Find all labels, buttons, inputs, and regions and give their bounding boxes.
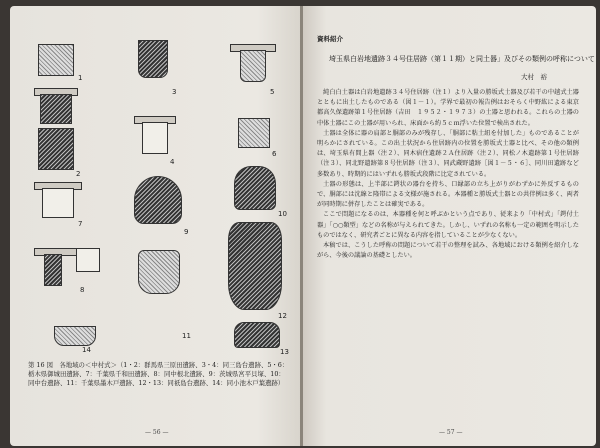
figure-caption: 第 16 図 各地域の＜中村式＞（1・2：群馬県三原田遺跡、3・4：同三島台遺跡、5・6：栃木県御城田遺跡、7：千葉県千和田遺跡、8：同中根北遺跡、9：茨城県宮平貝塚、10：同中台遺跡、11：千葉県墨木戸遺跡、12・13：同祇島台遺跡、14：同小池木戸葉遺跡）	[28, 361, 289, 388]
figure-number: 3	[172, 88, 177, 96]
page-number: — 57 —	[439, 429, 463, 436]
figure-number: 12	[278, 312, 287, 320]
left-page	[10, 6, 301, 446]
pottery-drawing	[142, 122, 168, 154]
pottery-drawing	[238, 118, 270, 148]
right-page	[303, 6, 596, 446]
section-label: 資料紹介	[317, 35, 343, 43]
pottery-drawing	[42, 188, 74, 218]
article-body	[317, 88, 579, 261]
figure-number: 6	[272, 150, 277, 158]
pottery-drawing	[138, 250, 180, 294]
figure-number: 5	[270, 88, 275, 96]
figure-number: 7	[78, 220, 83, 228]
pottery-drawing	[38, 44, 74, 76]
pottery-drawing	[134, 176, 182, 224]
figure-number: 4	[170, 158, 175, 166]
figure-number: 13	[280, 348, 289, 356]
body-paragraph: 土器の形態は、上半部に鍔状の器台を持ち、口縁部の立ち上がりがわずかに外反するもので、胴部には沈線と隆帯による文様が施される。本器種と勝坂式土器との共伴例は多く、両者が同時期に併存したことは確実である。	[317, 180, 579, 209]
figure-number: 1	[78, 74, 83, 82]
pottery-drawing	[138, 40, 168, 78]
page-number: — 56 —	[145, 429, 169, 436]
body-paragraph: ここで問題になるのは、本器種を何と呼ぶかという点であり、従来より「中村式」「鍔付土器」「○○類型」などの名称が与えられてきた。しかし、いずれの名称も一定の範囲を明示したものではなく、研究者ごとに異なる内容を指していることが少なくない。	[317, 211, 579, 239]
pottery-drawing	[40, 94, 72, 124]
author-name: 大村 裕	[521, 73, 547, 81]
figure-number: 2	[76, 170, 81, 178]
pottery-drawing	[54, 326, 96, 346]
pottery-drawing	[38, 128, 74, 170]
figure-number: 14	[82, 346, 91, 354]
pottery-drawing	[44, 254, 62, 286]
pottery-drawing	[228, 222, 282, 310]
figure-number: 9	[184, 228, 189, 236]
pottery-drawing	[240, 50, 266, 82]
figure-number: 11	[182, 332, 191, 340]
figure-number: 8	[80, 286, 85, 294]
body-paragraph: 純白白土器は白岩地遺跡３４号住居跡（注１）より入量の勝坂式土器及び若干の中越式土器とともに出土したものである（図１－１）。学界で最初の報告例はおそらく中野紘による東京都高久保遺跡第１号住居跡（吉田 １９５２・１９７３）の土器と思われる。これらの土器の中体土器にこの土器が用いられ、床面から約５ｃｍ浮いた位置で検出された。	[317, 89, 579, 127]
pottery-drawing	[76, 248, 100, 272]
pottery-drawing	[234, 322, 280, 348]
body-paragraph: 本稿では、こうした呼称の問題について若干の整理を試み、各地域における類例を紹介しながら、今後の議論の基礎としたい。	[317, 242, 579, 260]
book-spread	[10, 6, 596, 446]
figure-number: 10	[278, 210, 287, 218]
pottery-figure-plate	[30, 36, 292, 366]
pottery-drawing	[234, 166, 276, 210]
body-paragraph: 土器は全体に器の肩部と胴部のみが残存し、「胴部に粘土紐を付加した」ものであることが明らかにされている。この出土状況から住居跡内の位置を勝坂式土器と比べ、その他の類例は、埼玉県有間上器（注２）、同木宿住遺跡２Ａ住居跡（注２）、同松ノ木遺跡第１号住居跡（注３）、同北野遺跡第８号住居跡（注３）、同武蔵野遺跡［図１－５・６］、同川田遺跡など多数あり、時期的にはいずれも勝坂式段階に比定されている。	[317, 129, 579, 178]
article-title: 埼玉県白岩地遺跡３４号住居跡（第１１期）と同土器」及びその類例の呼称について	[329, 55, 595, 63]
